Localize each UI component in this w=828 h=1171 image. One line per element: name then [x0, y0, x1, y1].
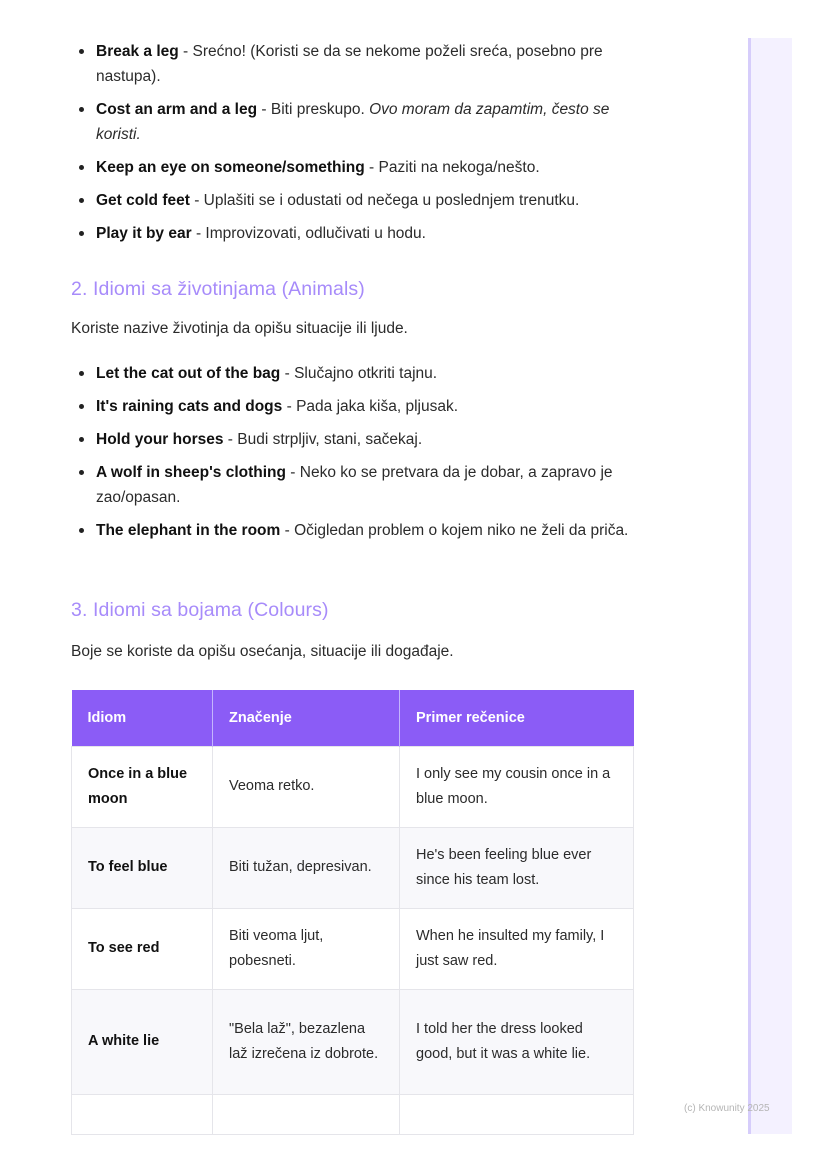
- table-row: [72, 827, 634, 908]
- table-row: [72, 1094, 634, 1134]
- list-item: Keep an eye on someone/something - Paziti na nekoga/nešto.: [96, 155, 646, 188]
- list-item: Break a leg - Srećno! (Koristi se da se nekome poželi sreća, posebno pre nastupa).: [96, 39, 646, 97]
- idiom-list-general: [96, 39, 646, 254]
- cell-idiom: To feel blue: [72, 827, 213, 908]
- copyright-notice: (c) Knowunity 2025: [684, 1103, 770, 1114]
- cell-example: He's been feeling blue ever since his team lost.: [400, 827, 634, 908]
- section-intro-animals: Koriste nazive životinja da opišu situacije ili ljude.: [71, 320, 408, 337]
- column-header-idiom: Idiom: [72, 690, 213, 746]
- section-heading-animals: 2. Idiomi sa životinjama (Animals): [71, 278, 365, 300]
- list-item: Cost an arm and a leg - Biti preskupo. Ovo moram da zapamtim, često se koristi.: [96, 97, 646, 155]
- cell-idiom: Once in a blue moon: [72, 746, 213, 827]
- cell-meaning: Biti tužan, depresivan.: [213, 827, 400, 908]
- table-row: [72, 908, 634, 989]
- section-heading-colours: 3. Idiomi sa bojama (Colours): [71, 599, 329, 621]
- cell-idiom: A white lie: [72, 989, 213, 1094]
- cell-meaning: Biti veoma ljut, pobesneti.: [213, 908, 400, 989]
- cell-meaning: [213, 1094, 400, 1134]
- cell-meaning: "Bela laž", bezazlena laž izrečena iz dobrote.: [213, 989, 400, 1094]
- table-row: [72, 746, 634, 827]
- list-item: Play it by ear - Improvizovati, odlučivati u hodu.: [96, 221, 646, 254]
- list-item: A wolf in sheep's clothing - Neko ko se pretvara da je dobar, a zapravo je zao/opasan.: [96, 460, 646, 518]
- section-intro-colours: Boje se koriste da opišu osećanja, situacije ili događaje.: [71, 643, 454, 660]
- table-header-row: [72, 690, 634, 746]
- cell-example: I told her the dress looked good, but it was a white lie.: [400, 989, 634, 1094]
- colour-idioms-table: [71, 690, 634, 1135]
- cell-example: I only see my cousin once in a blue moon.: [400, 746, 634, 827]
- cell-example: [400, 1094, 634, 1134]
- cell-example: When he insulted my family, I just saw red.: [400, 908, 634, 989]
- list-item: Hold your horses - Budi strpljiv, stani, sačekaj.: [96, 427, 646, 460]
- list-item: Get cold feet - Uplašiti se i odustati od nečega u poslednjem trenutku.: [96, 188, 646, 221]
- idiom-list-animals: [96, 361, 646, 576]
- list-item: Let the cat out of the bag - Slučajno otkriti tajnu.: [96, 361, 646, 394]
- column-header-example: Primer rečenice: [400, 690, 634, 746]
- right-margin-bar: [748, 38, 792, 1134]
- cell-idiom: To see red: [72, 908, 213, 989]
- table-row: [72, 989, 634, 1094]
- list-item: The elephant in the room - Očigledan problem o kojem niko ne želi da priča.: [96, 518, 646, 576]
- list-item: It's raining cats and dogs - Pada jaka kiša, pljusak.: [96, 394, 646, 427]
- cell-meaning: Veoma retko.: [213, 746, 400, 827]
- column-header-meaning: Značenje: [213, 690, 400, 746]
- cell-idiom: [72, 1094, 213, 1134]
